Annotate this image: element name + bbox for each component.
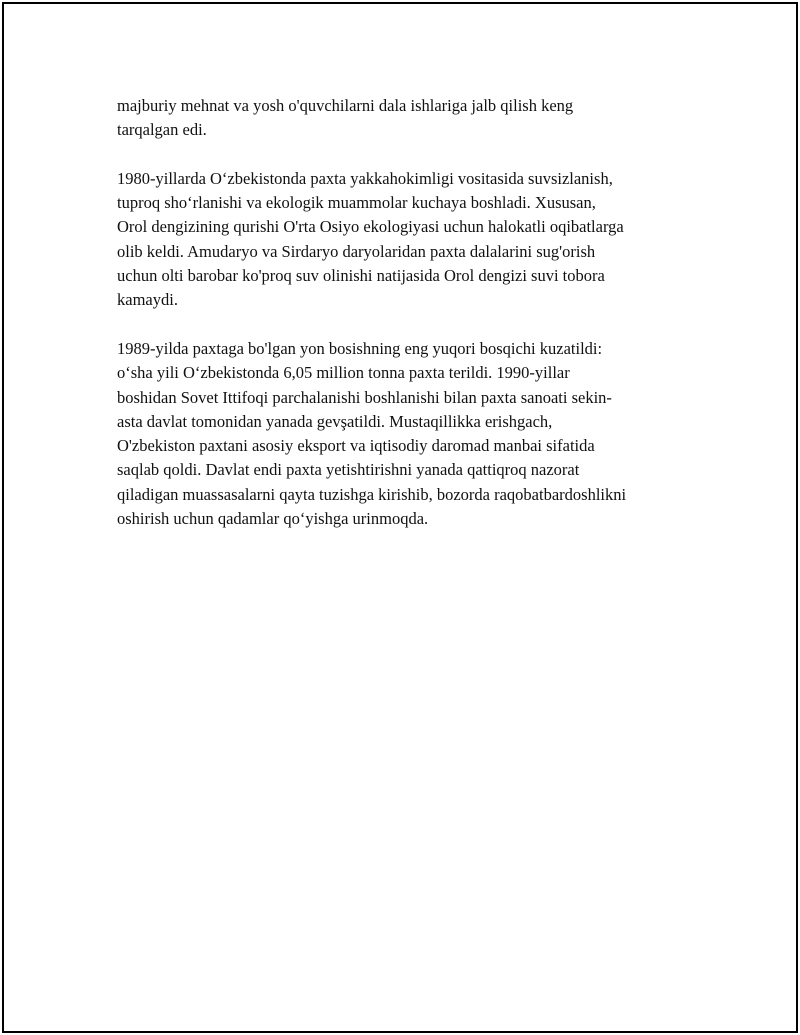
- text-line: tarqalgan edi.: [117, 120, 207, 140]
- text-line: asta davlat tomonidan yanada gevşatildi. Mustaqillikka erishgach,: [117, 411, 553, 431]
- text-line: Orol dengizining qurishi O'rta Osiyo ekologiyasi uchun halokatli oqibatlarga: [117, 217, 624, 237]
- text-line: tuproq sho‘rlanishi va ekologik muammolar kuchaya boshladi. Xususan,: [117, 193, 596, 213]
- text-line: saqlab qoldi. Davlat endi paxta yetishtirishni yanada qattiqroq nazorat: [117, 460, 580, 480]
- paragraph-1: [117, 94, 697, 143]
- document-body: [117, 94, 697, 556]
- text-line: 1980-yillarda O‘zbekistonda paxta yakkahokimligi vositasida suvsizlanish,: [117, 168, 613, 188]
- text-line: 1989-yilda paxtaga bo'lgan yon bosishning eng yuqori bosqichi kuzatildi:: [117, 338, 603, 358]
- text-line: kamaydi.: [117, 290, 178, 310]
- text-line: O'zbekiston paxtani asosiy eksport va iqtisodiy daromad manbai sifatida: [117, 436, 595, 456]
- paragraph-3: [117, 337, 697, 531]
- text-line: olib keldi. Amudaryo va Sirdaryo daryolaridan paxta dalalarini sug'orish: [117, 241, 596, 261]
- text-line: o‘sha yili O‘zbekistonda 6,05 million tonna paxta terildi. 1990-yillar: [117, 363, 570, 383]
- text-line: qiladigan muassasalarni qayta tuzishga kirishib, bozorda raqobatbardoshlikni: [117, 484, 627, 504]
- text-line: oshirish uchun qadamlar qo‘yishga urinmoqda.: [117, 509, 429, 529]
- text-line: majburiy mehnat va yosh o'quvchilarni dala ishlariga jalb qilish keng: [117, 96, 574, 115]
- paragraph-2: [117, 167, 697, 313]
- text-line: uchun olti barobar ko'proq suv olinishi natijasida Orol dengizi suvi tobora: [117, 266, 605, 286]
- text-line: boshidan Sovet Ittifoqi parchalanishi boshlanishi bilan paxta sanoati sekin-: [117, 387, 612, 407]
